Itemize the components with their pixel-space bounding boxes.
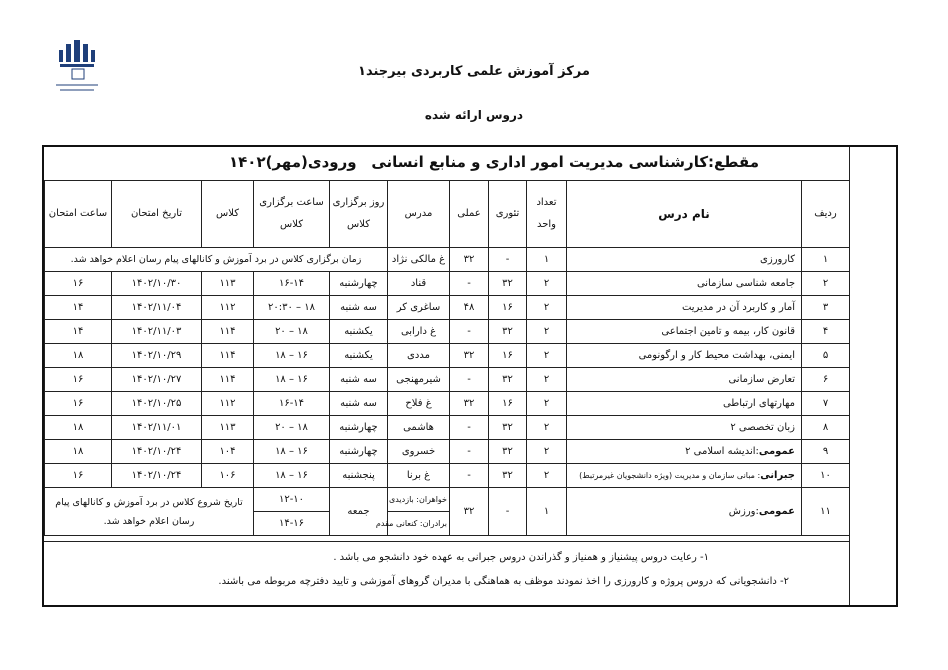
course-category: جبرانی (760, 470, 795, 481)
theory: ۱۶ (489, 392, 527, 416)
row-note: زمان برگزاری کلاس در برد آموزش و کانالهای پیام رسان اعلام خواهد شد. (45, 248, 388, 272)
table-row (45, 272, 850, 296)
col-row: ردیف (802, 181, 850, 248)
room: ۱۱۳ (202, 416, 254, 440)
course-name: تعارض سازمانی (567, 368, 802, 392)
table-header-row (45, 181, 850, 248)
course-name: جامعه شناسی سازمانی (567, 272, 802, 296)
course-name: آمار و کاربرد آن در مدیریت (567, 296, 802, 320)
course-name: قانون کار، بیمه و تامین اجتماعی (567, 320, 802, 344)
col-exam-time: ساعت امتحان (45, 181, 112, 248)
units: ۲ (527, 320, 567, 344)
theory: ۳۲ (489, 272, 527, 296)
time: ۱۶-۱۴ (254, 392, 330, 416)
row-number: ۷ (802, 392, 850, 416)
course-name: کارورزی (567, 248, 802, 272)
row-number: ۳ (802, 296, 850, 320)
time: ۱۶-۱۴ (254, 272, 330, 296)
row-number: ۴ (802, 320, 850, 344)
units: ۲ (527, 464, 567, 488)
room: ۱۱۴ (202, 344, 254, 368)
exam-date: ۱۴۰۲/۱۰/۲۴ (112, 464, 202, 488)
time: ۱۸ – ۲۰ (254, 416, 330, 440)
col-time: ساعت برگزاری کلاس (254, 181, 330, 248)
practical: - (450, 416, 489, 440)
time: ۱۶ – ۱۸ (254, 344, 330, 368)
col-day: روز برگزاری کلاس (330, 181, 388, 248)
row-number: ۸ (802, 416, 850, 440)
exam-date: ۱۴۰۲/۱۰/۳۰ (112, 272, 202, 296)
teacher: شیرمهنجی (388, 368, 450, 392)
exam-time: ۱۶ (45, 272, 112, 296)
table-row (45, 488, 850, 512)
theory: ۱۶ (489, 344, 527, 368)
room: ۱۰۶ (202, 464, 254, 488)
exam-date: ۱۴۰۲/۱۰/۲۴ (112, 440, 202, 464)
row-number: ۲ (802, 272, 850, 296)
footer-note-2: ۲- دانشجویانی که دروس پروژه و کارورزی را اخذ نمودند موظف به هماهنگی با مدیران گروهای آموزشی و تایید دفترچه مربوطه می باشند. (218, 576, 789, 587)
table-row (45, 296, 850, 320)
practical: - (450, 368, 489, 392)
practical: ۳۲ (450, 392, 489, 416)
exam-time: ۱۸ (45, 344, 112, 368)
course-title: :ورزش (728, 506, 759, 517)
teacher: غ دارابی (388, 320, 450, 344)
theory: ۳۲ (489, 464, 527, 488)
day: سه شنبه (330, 368, 388, 392)
theory: ۳۲ (489, 368, 527, 392)
teacher-male: برادران: کنعانی مقدم (388, 512, 450, 536)
exam-date: ۱۴۰۲/۱۱/۰۳ (112, 320, 202, 344)
practical: - (450, 440, 489, 464)
practical: - (450, 464, 489, 488)
footer-note-1: ۱- رعایت دروس پیشنیاز و همنیاز و گذراندن دروس جبرانی به عهده خود دانشجو می باشد . (333, 552, 709, 563)
teacher-female: خواهران: بازدیدی (388, 488, 450, 512)
room: ۱۱۳ (202, 272, 254, 296)
col-course: نام درس (567, 181, 802, 248)
program-title-row (44, 147, 849, 181)
col-teacher: مدرس (388, 181, 450, 248)
table-row (45, 248, 850, 272)
day: سه شنبه (330, 296, 388, 320)
row-number: ۶ (802, 368, 850, 392)
teacher: خسروی (388, 440, 450, 464)
course-name (567, 464, 802, 488)
row-number: ۱۰ (802, 464, 850, 488)
teacher: هاشمی (388, 416, 450, 440)
time: ۱۸ – ۲۰:۳۰ (254, 296, 330, 320)
day: چهارشنبه (330, 272, 388, 296)
program-entry: ورودی(مهر)۱۴۰۲ (229, 153, 357, 171)
practical: ۳۲ (450, 488, 489, 536)
table-row (45, 416, 850, 440)
course-title: : مبانی سازمان و مدیریت (ویژه دانشجویان غیرمرتبط) (579, 471, 761, 480)
row-number: ۹ (802, 440, 850, 464)
practical: ۳۲ (450, 248, 489, 272)
col-practical: عملی (450, 181, 489, 248)
course-title: :اندیشه اسلامی ۲ (685, 446, 759, 457)
col-exam-date: تاریخ امتحان (112, 181, 202, 248)
exam-date: ۱۴۰۲/۱۱/۰۱ (112, 416, 202, 440)
teacher: مددی (388, 344, 450, 368)
day: یکشنبه (330, 320, 388, 344)
row-number: ۱ (802, 248, 850, 272)
day: پنجشنبه (330, 464, 388, 488)
course-category: عمومی (758, 506, 795, 517)
day: سه شنبه (330, 392, 388, 416)
exam-date: ۱۴۰۲/۱۰/۲۹ (112, 344, 202, 368)
table-row (45, 440, 850, 464)
course-table (44, 180, 850, 536)
course-name (567, 488, 802, 536)
time: ۱۸ – ۲۰ (254, 320, 330, 344)
program-major: مقطع:کارشناسی مدیریت امور اداری و منابع انسانی (371, 153, 759, 171)
row-note: تاریخ شروع کلاس در برد آموزش و کانالهای پیام رسان اعلام خواهد شد. (45, 488, 254, 536)
row-number: ۱۱ (802, 488, 850, 536)
course-name (567, 440, 802, 464)
course-category: عمومی (758, 446, 795, 457)
room: ۱۰۴ (202, 440, 254, 464)
units: ۲ (527, 344, 567, 368)
units: ۲ (527, 440, 567, 464)
col-theory: تئوری (489, 181, 527, 248)
page-subtitle: دروس ارائه شده (424, 108, 524, 122)
units: ۲ (527, 272, 567, 296)
table-row (45, 344, 850, 368)
teacher: ساغری کر (388, 296, 450, 320)
exam-date: ۱۴۰۲/۱۱/۰۴ (112, 296, 202, 320)
units: ۲ (527, 392, 567, 416)
practical: - (450, 320, 489, 344)
table-row (45, 320, 850, 344)
theory: ۳۲ (489, 416, 527, 440)
day: چهارشنبه (330, 416, 388, 440)
theory: - (489, 248, 527, 272)
course-name: زبان تخصصی ۲ (567, 416, 802, 440)
units: ۲ (527, 416, 567, 440)
time-male: ۱۴-۱۶ (254, 512, 330, 536)
time: ۱۶ – ۱۸ (254, 464, 330, 488)
room: ۱۱۴ (202, 320, 254, 344)
table-row (45, 464, 850, 488)
teacher: غ مالکی نژاد (388, 248, 450, 272)
col-units: تعداد واحد (527, 181, 567, 248)
room: ۱۱۲ (202, 296, 254, 320)
table-row (45, 392, 850, 416)
time-female: ۱۲-۱۰ (254, 488, 330, 512)
exam-time: ۱۴ (45, 296, 112, 320)
theory: - (489, 488, 527, 536)
day: جمعه (330, 488, 388, 536)
teacher: قناد (388, 272, 450, 296)
theory: ۱۶ (489, 296, 527, 320)
table-row (45, 368, 850, 392)
day: یکشنبه (330, 344, 388, 368)
day: چهارشنبه (330, 440, 388, 464)
exam-time: ۱۸ (45, 416, 112, 440)
row-number: ۵ (802, 344, 850, 368)
exam-time: ۱۶ (45, 464, 112, 488)
footer-notes (44, 541, 849, 606)
units: ۱ (527, 248, 567, 272)
units: ۲ (527, 296, 567, 320)
units: ۲ (527, 368, 567, 392)
center-name: مرکز آموزش علمی کاربردی بیرجند۱ (358, 64, 590, 79)
theory: ۳۲ (489, 320, 527, 344)
time: ۱۶ – ۱۸ (254, 368, 330, 392)
exam-time: ۱۶ (45, 368, 112, 392)
teacher: غ فلاح (388, 392, 450, 416)
practical: ۳۲ (450, 344, 489, 368)
units: ۱ (527, 488, 567, 536)
course-name: ایمنی، بهداشت محیط کار و ارگونومی (567, 344, 802, 368)
time: ۱۶ – ۱۸ (254, 440, 330, 464)
practical: ۴۸ (450, 296, 489, 320)
exam-date: ۱۴۰۲/۱۰/۲۵ (112, 392, 202, 416)
exam-time: ۱۴ (45, 320, 112, 344)
room: ۱۱۲ (202, 392, 254, 416)
room: ۱۱۴ (202, 368, 254, 392)
teacher: غ برنا (388, 464, 450, 488)
exam-time: ۱۸ (45, 440, 112, 464)
course-name: مهارتهای ارتباطی (567, 392, 802, 416)
exam-date: ۱۴۰۲/۱۰/۲۷ (112, 368, 202, 392)
theory: ۳۲ (489, 440, 527, 464)
exam-time: ۱۶ (45, 392, 112, 416)
practical: - (450, 272, 489, 296)
col-room: کلاس (202, 181, 254, 248)
